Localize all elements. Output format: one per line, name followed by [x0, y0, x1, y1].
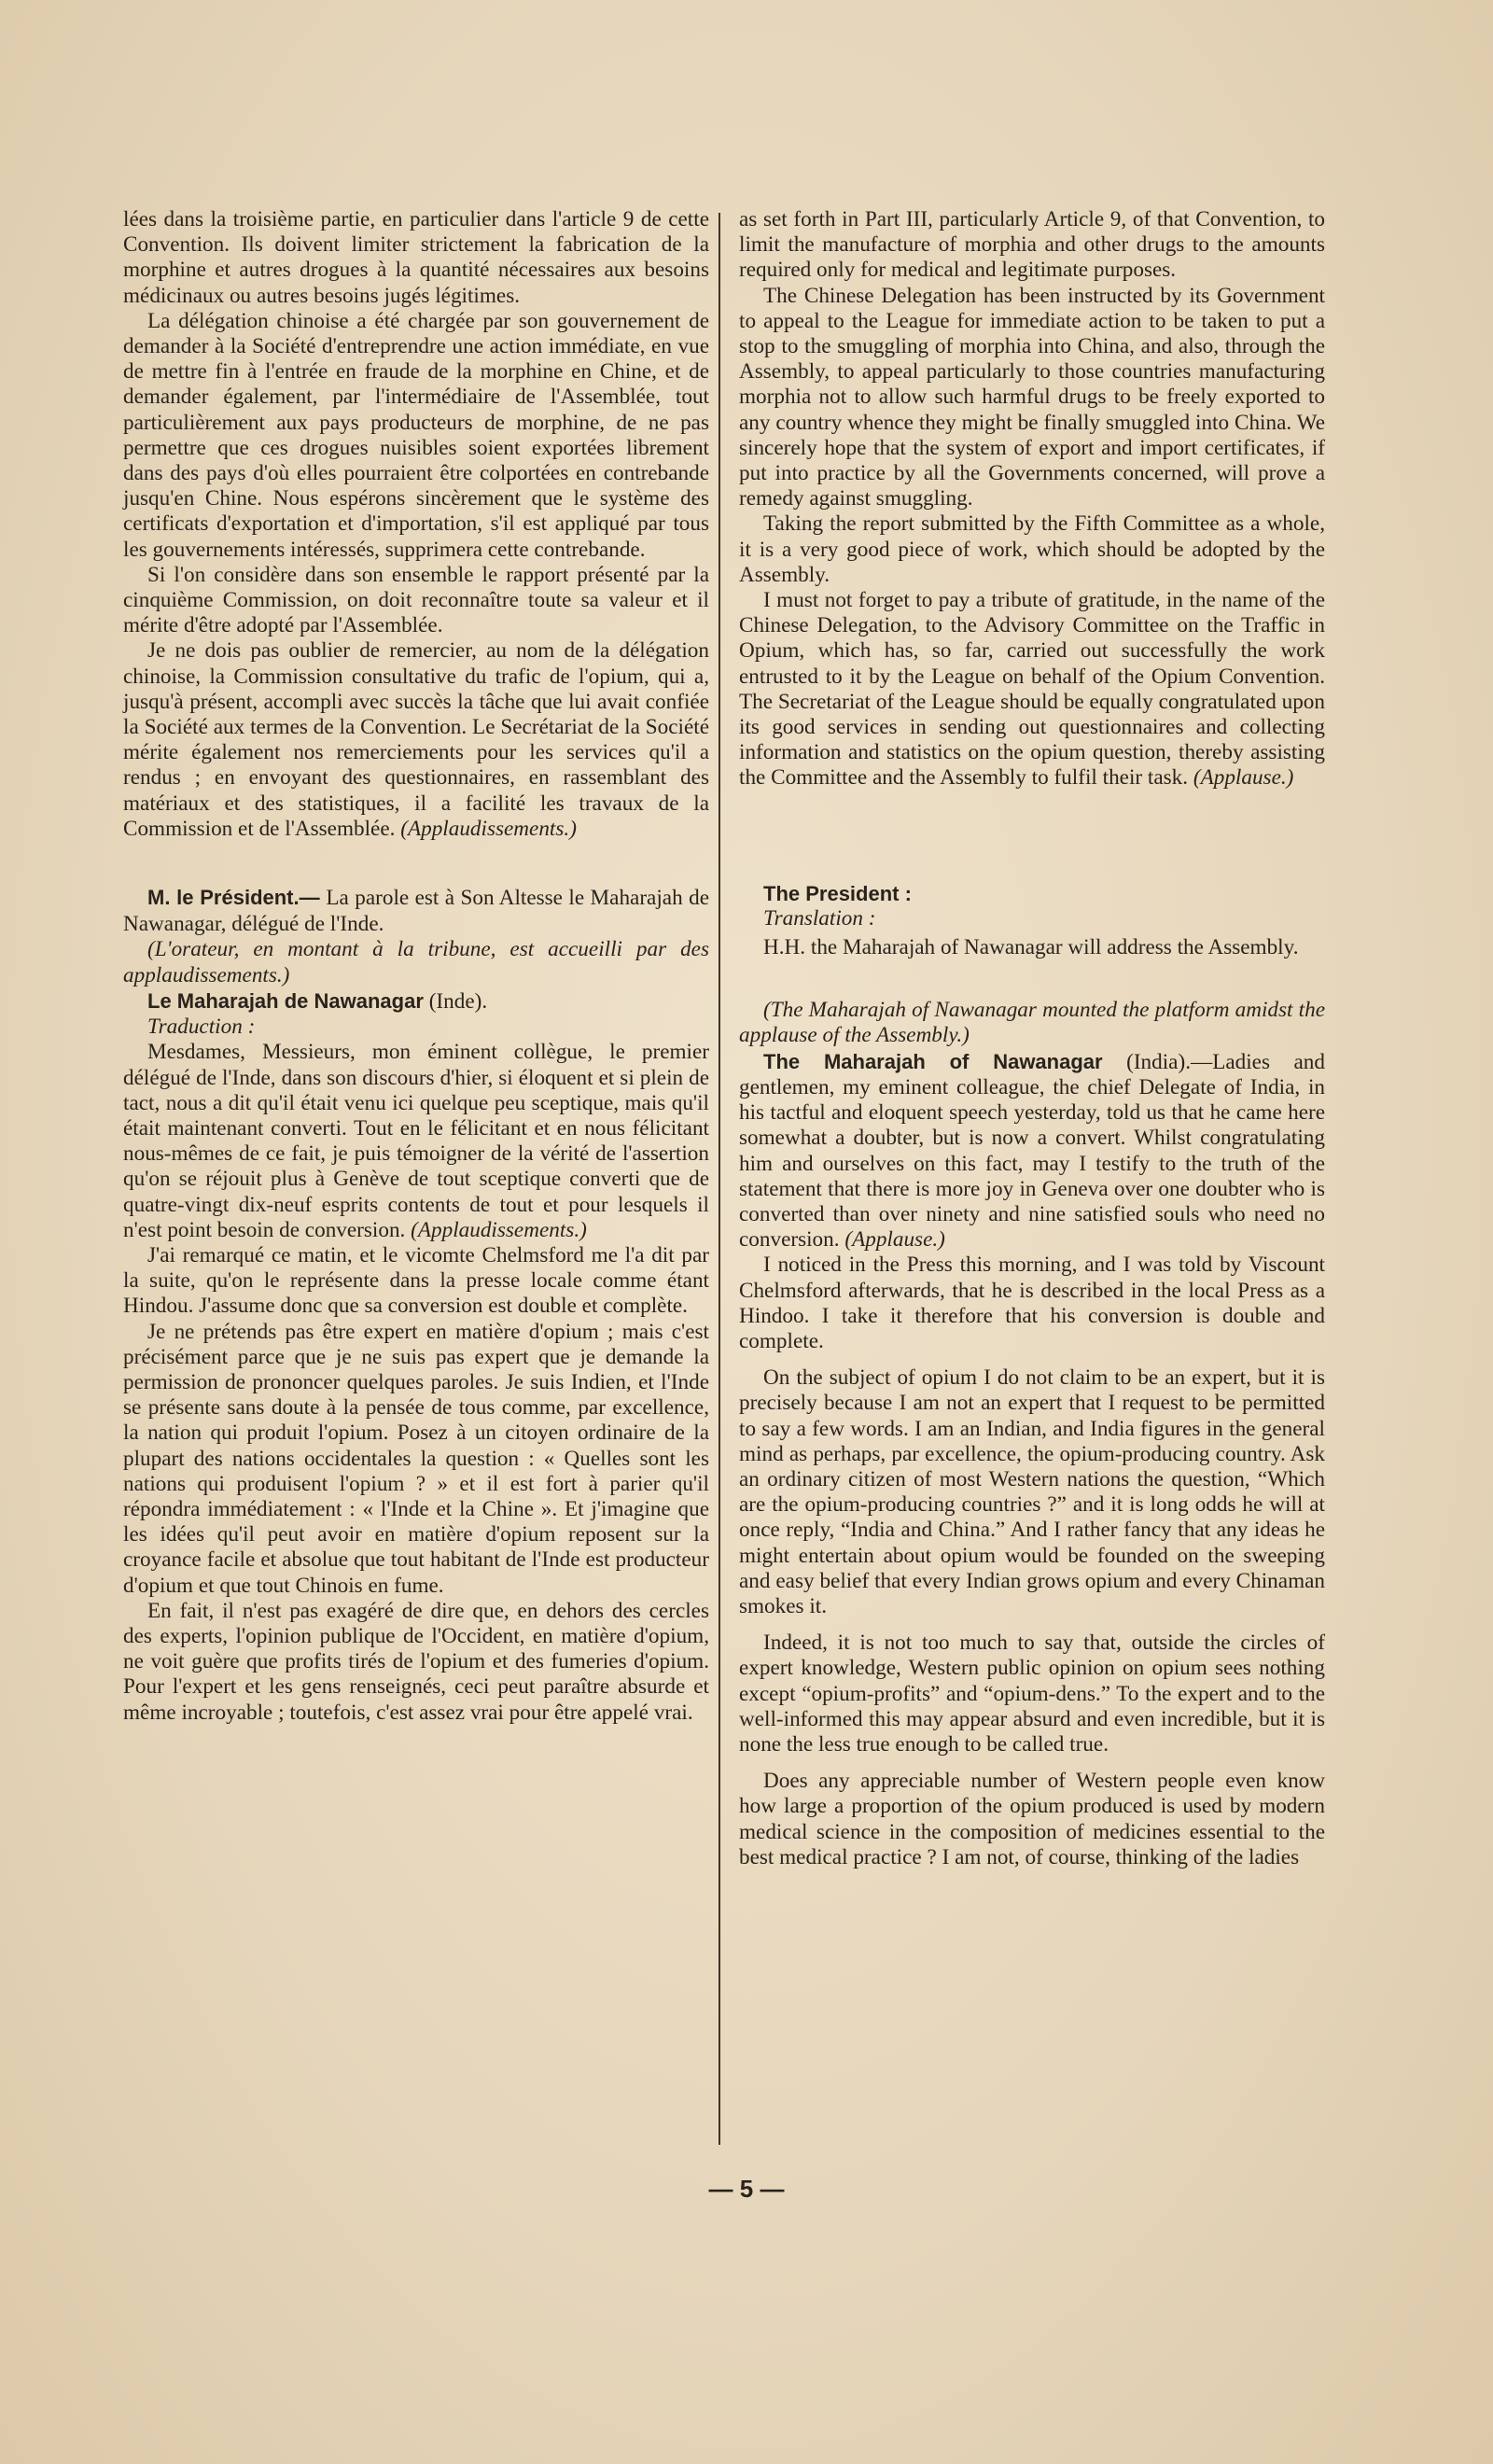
en-speech-4: Indeed, it is not too much to say that, outside the circles of expert knowledge, Western public opinion on opium sees nothing except “opium-profits” and “opium-dens.” To the expert and to the well-informed this may appear absurd and even incredible, but it is none the less true enough to be called true. [739, 1631, 1325, 1757]
english-column [739, 207, 1325, 1870]
fr-speaker-name: Le Maharajah de Nawanagar [147, 988, 424, 1013]
fr-paragraph-3: Si l'on considère dans son ensemble le rapport présenté par la cinquième Commission, on doit reconnaître toute sa valeur et il mérite d'être adopté par l'Assemblée. [123, 562, 709, 638]
fr-speaker-line: Le Maharajah de Nawanagar (Inde). [147, 988, 488, 1014]
fr-speech-4: En fait, il n'est pas exagéré de dire que, en dehors des cercles des experts, l'opinion publique de l'Occident, en matière d'opium, ne voit guère que profits tirés de l'opium et des fumeries d'opium. Pour l'expert et les gens renseignés, ceci peut paraître absurde et même incroyable ; toutefois, c'est assez vrai pour être appelé vrai. [123, 1598, 709, 1725]
en-president-label: The President : [763, 881, 912, 905]
fr-paragraph-1: lées dans la troisième partie, en particulier dans l'article 9 de cette Convention. Ils doivent limiter strictement la fabrication de la morphine et autres drogues à la quantité nécessaires aux besoins médicinaux ou autres besoins jugés légitimes. [123, 207, 709, 308]
en-paragraph-2: The Chinese Delegation has been instructed by its Government to appeal to the League for immediate action to be taken to put a stop to the smuggling of morphia into China, and also, through the Assembly, to appeal particularly to those countries manufacturing morphia not to allow such harmful drugs to be freely exported to any country whence they might be finally smuggled into China. We sincerely hope that the system of export and import certificates, if put into practice by all the Governments concerned, will prove a remedy against smuggling. [739, 283, 1325, 511]
fr-speech-3: Je ne prétends pas être expert en matière d'opium ; mais c'est précisément parce que je ne suis pas expert que je demande la permission de prononcer quelques paroles. Je suis Indien, et l'Inde se présente sans doute à la pensée de tous comme, par excellence, la nation qui produit l'opium. Posez à un citoyen ordinaire de la plupart des nations occidentales la question : « Quelles sont les nations qui produisent l'opium ? » et il est fort à parier qu'il répondra immédiatement : « l'Inde et la Chine ». Et j'imagine que les idées qu'il peut avoir en matière d'opium reposent sur la croyance facile et absolue que tout habitant de l'Inde est producteur d'opium et que tout Chinois en fume. [123, 1319, 709, 1598]
en-stage-direction: (The Maharajah of Nawanagar mounted the platform amidst the applause of the Assembly.) [739, 998, 1325, 1048]
en-president-text: H.H. the Maharajah of Nawanagar will address the Assembly. [763, 935, 1299, 960]
french-column [123, 207, 709, 1726]
fr-applause: (Applaudissements.) [400, 816, 577, 841]
fr-translation-label: Traduction : [147, 1015, 256, 1040]
en-speech-2: I noticed in the Press this morning, and I was told by Viscount Chelmsford afterwards, that he is described in the local Press as a Hindoo. I take it therefore that his conversion is double and complete. [739, 1253, 1325, 1353]
en-applause: (Applause.) [1193, 765, 1294, 791]
en-speaker-name: The Maharajah of Nawanagar [763, 1049, 1103, 1073]
fr-president-paragraph: M. le Président.— La parole est à Son Altesse le Maharajah de Nawanagar, délégué de l'Inde. [123, 886, 709, 937]
column-divider [719, 213, 720, 2145]
en-paragraph-4: I must not forget to pay a tribute of gratitude, in the name of the Chinese Delegation, to the Advisory Committee on the Traffic in Opium, which has, so far, carried out successfully the work entrusted to it by the League on behalf of the Opium Convention. The Secretariat of the League should be equally congratulated upon its good services in sending out questionnaires and collecting information and statistics on the opium question, thereby assisting the Committee and the Assembly to fulfil their task. (Applause.) [739, 588, 1325, 791]
en-speech-1: The Maharajah of Nawanagar (India).—Ladies and gentlemen, my eminent colleague, the chief Delegate of India, in his tactful and eloquent speech yesterday, told us that he came here somewhat a doubter, but is now a convert. Whilst congratulating him and ourselves on this fact, may I testify to the truth of the statement that there is more joy in Geneva over one doubter who is converted than over ninety and nine satisfied souls who need no conversion. (Applause.) [739, 1049, 1325, 1253]
en-translation-label: Translation : [763, 905, 876, 931]
en-paragraph-1: as set forth in Part III, particularly Article 9, of that Convention, to limit the manufacture of morphia and other drugs to the amounts required only for medical and legitimate purposes. [739, 207, 1325, 283]
fr-paragraph-2: La délégation chinoise a été chargée par son gouvernement de demander à la Société d'entreprendre une action immédiate, en vue de mettre fin à l'entrée en fraude de la morphine en Chine, et de demander également, par l'intermédiaire de l'Assemblée, tout particulièrement aux pays producteurs de morphine, de ne pas permettre que ces drogues nuisibles soient exportées librement dans des pays d'où elles pourraient être colportées en contrebande jusqu'en Chine. Nous espérons sincèrement que le système des certificats d'exportation et d'importation, s'il est appliqué par tous les gouvernements intéressés, supprimera cette contrebande. [123, 308, 709, 562]
fr-president-label: M. le Président.— [147, 886, 320, 910]
en-speech-3: On the subject of opium I do not claim to be an expert, but it is precisely because I am not an expert that I request to be permitted to say a few words. I am an Indian, and India figures in the general mind as perhaps, par excellence, the opium-producing country. Ask an ordinary citizen of most Western nations the question, “Which are the opium-producing countries ?” and it is long odds he will at once reply, “India and China.” And I rather fancy that any ideas he might entertain about opium would be founded on the sweeping and easy belief that every Indian grows opium and every Chinaman smokes it. [739, 1365, 1325, 1618]
en-paragraph-3: Taking the report submitted by the Fifth Committee as a whole, it is a very good piece of work, which should be adopted by the Assembly. [739, 511, 1325, 587]
fr-speech-1: Mesdames, Messieurs, mon éminent collègue, le premier délégué de l'Inde, dans son discours d'hier, si éloquent et si plein de tact, nous a dit qu'il était venu ici quelque peu sceptique, mais qu'il était maintenant converti. Tout en le félicitant et en nous félicitant nous-mêmes de ce fait, je puis témoigner de la vérité de l'assertion qu'on se réjouit plus à Genève de tout sceptique converti que de quatre-vingt dix-neuf esprits contents de tout et pour lesquels il n'est point besoin de conversion. (Applaudissements.) [123, 1040, 709, 1242]
fr-paragraph-4: Je ne dois pas oublier de remercier, au nom de la délégation chinoise, la Commission consultative du trafic de l'opium, qui a, jusqu'à présent, accompli avec succès la tâche que lui avait confiée la Société aux termes de la Convention. Le Secrétariat de la Société mérite également nos remerciements pour les services qu'il a rendus ; en envoyant des questionnaires, en rassemblant des matériaux et des statistiques, il a facilité les travaux de la Commission et de l'Assemblée. (Applaudissements.) [123, 638, 709, 841]
page-number: — 5 — [708, 2175, 785, 2203]
fr-stage-direction: (L'orateur, en montant à la tribune, est accueilli par des applaudissements.) [123, 937, 709, 987]
fr-speech-2: J'ai remarqué ce matin, et le vicomte Chelmsford me l'a dit par la suite, qu'on le représente dans la presse locale comme étant Hindou. J'assume donc que sa conversion est double et complète. [123, 1242, 709, 1319]
en-speech-5: Does any appreciable number of Western people even know how large a proportion of the opium produced is used by modern medical science in the composition of medicines essential to the best medical practice ? I am not, of course, thinking of the ladies [739, 1769, 1325, 1869]
